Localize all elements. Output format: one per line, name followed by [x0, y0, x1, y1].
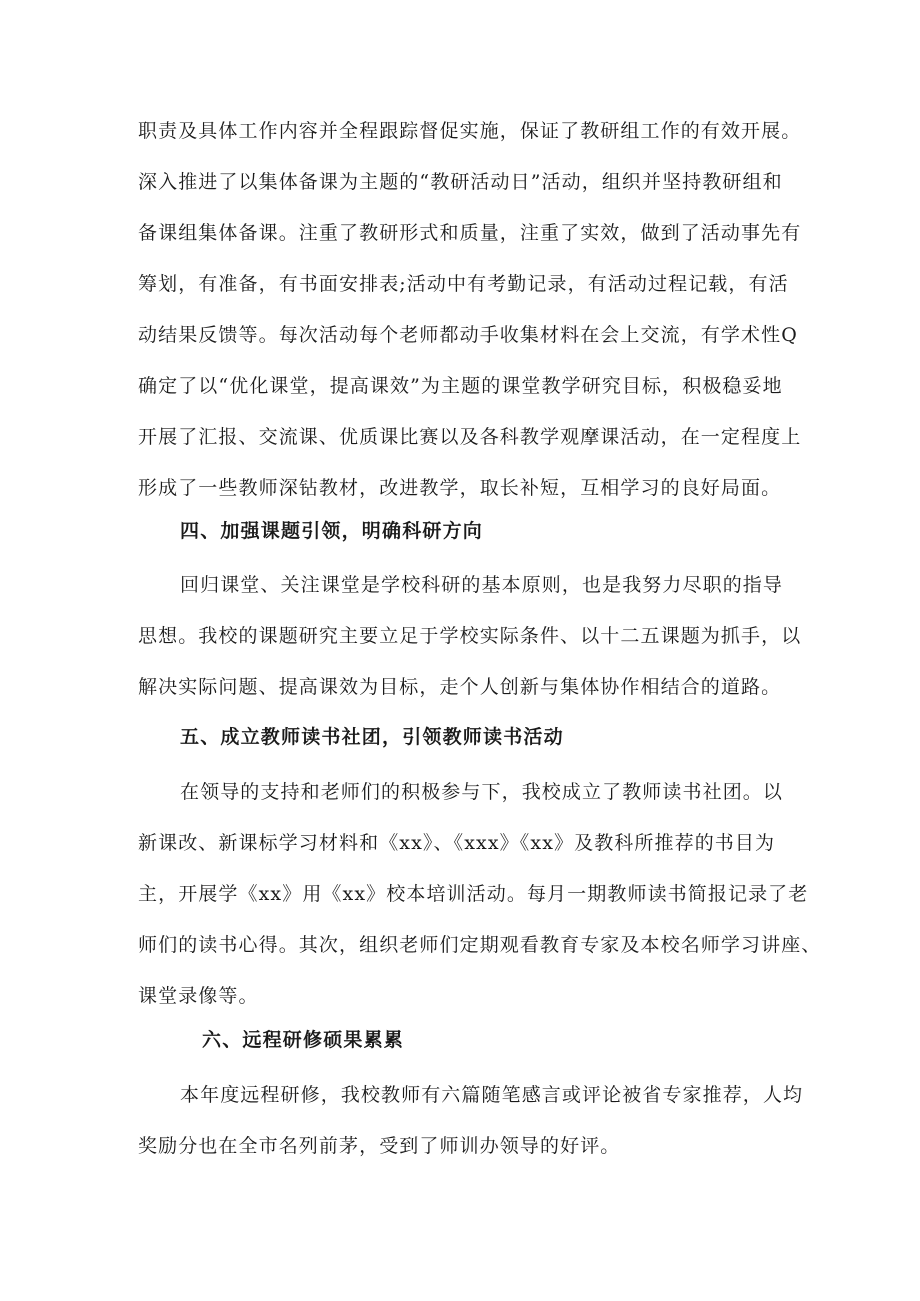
- text-line: 开展了汇报、交流课、优质课比赛以及各科教学观摩课活动，在一定程度上: [138, 426, 802, 448]
- section-heading-5: 五、成立教师读书社团，引领教师读书活动: [180, 726, 564, 748]
- text-line: 主，开展学《xx》用《xx》校本培训活动。每月一期教师读书简报记录了老: [138, 883, 809, 905]
- text-line: 在领导的支持和老师们的积极参与下，我校成立了教师读书社团。以: [180, 781, 784, 803]
- text-line: 筹划，有准备，有书面安排表;活动中有考勤记录，有活动过程记载，有活: [138, 273, 789, 295]
- section-4-paragraph: [138, 560, 802, 713]
- text-line: 确定了以“优化课堂，提高课效”为主题的课堂教学研究目标，积极稳妥地: [138, 375, 783, 397]
- text-line: 解决实际问题、提高课效为目标，走个人创新与集体协作相结合的道路。: [138, 676, 782, 698]
- text-line: 动结果反馈等。每次活动每个老师都动手收集材料在会上交流，有学术性Q: [138, 324, 798, 346]
- text-line: 新课改、新课标学习材料和《xx》、《xxx》《xx》及教科所推荐的书目为: [138, 832, 776, 854]
- text-line: 思想。我校的课题研究主要立足于学校实际条件、以十二五课题为抓手，以: [138, 625, 802, 647]
- text-line: 奖励分也在全市名列前茅，受到了师训办领导的好评。: [138, 1135, 621, 1157]
- text-line: 形成了一些教师深钻教材，改进教学，取长补短，互相学习的良好局面。: [138, 477, 782, 499]
- section-heading-6: 六、远程研修硕果累累: [202, 1029, 405, 1051]
- text-line: 师们的读书心得。其次，组织老师们定期观看教育专家及本校名师学习讲座、: [138, 934, 822, 956]
- section-5-paragraph: [138, 767, 822, 1022]
- text-line: 职责及具体工作内容并全程跟踪督促实施，保证了教研组工作的有效开展。: [138, 120, 802, 142]
- text-line: 本年度远程研修，我校教师有六篇随笔感言或评论被省专家推荐，人均: [180, 1084, 804, 1106]
- text-line: 深入推进了以集体备课为主题的“教研活动日”活动，组织并坚持教研组和: [138, 171, 783, 193]
- text-line: 备课组集体备课。注重了教研形式和质量，注重了实效，做到了活动事先有: [138, 222, 802, 244]
- text-line: 课堂录像等。: [138, 985, 259, 1007]
- text-line: 回归课堂、关注课堂是学校科研的基本原则，也是我努力尽职的指导: [180, 574, 784, 596]
- paragraph-continuation: [138, 106, 802, 514]
- section-6-paragraph: [138, 1070, 804, 1172]
- section-heading-4: 四、加强课题引领，明确科研方向: [180, 520, 484, 542]
